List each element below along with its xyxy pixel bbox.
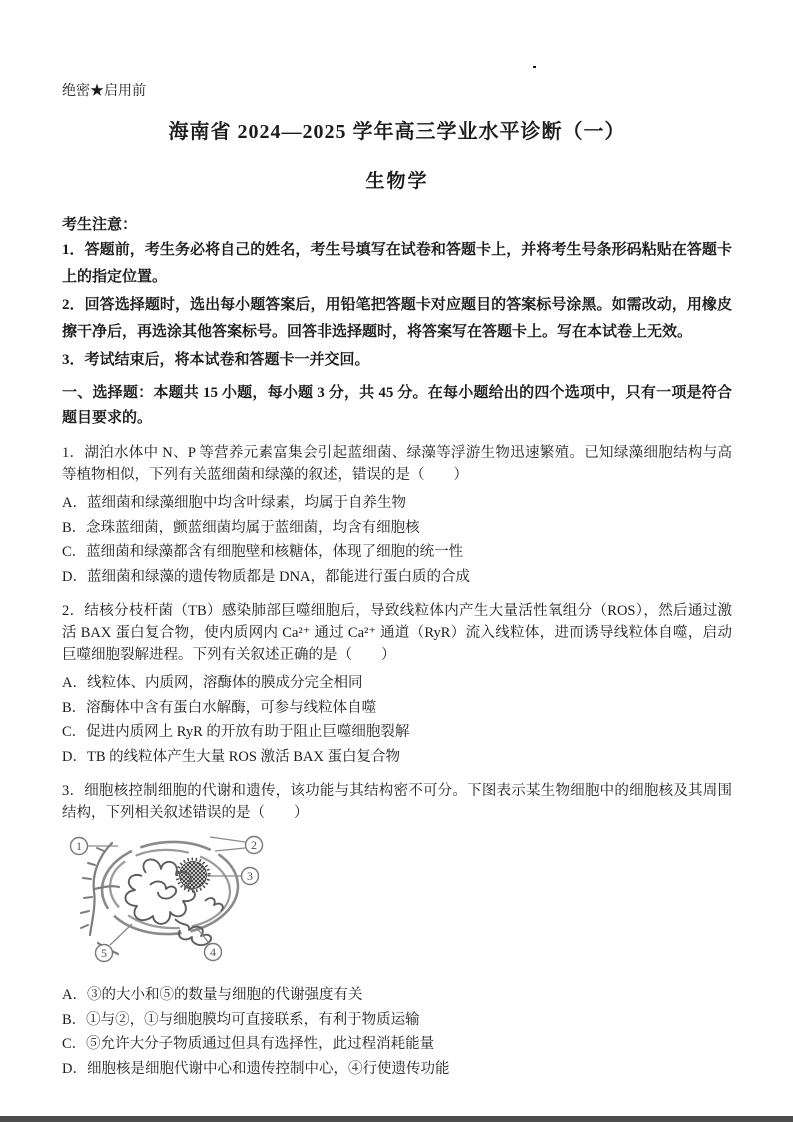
question-3-stem: 3．细胞核控制细胞的代谢和遗传，该功能与其结构密不可分。下图表示某生物细胞中的细胞核及其周围结构，下列相关叙述错误的是（ ） [62, 783, 732, 821]
figure-label-circled-3 [242, 868, 259, 885]
stray-ink-dot [533, 66, 536, 68]
nucleolus [177, 859, 209, 891]
svg-text:4: 4 [210, 945, 216, 959]
figure-label-circled-4 [205, 944, 222, 961]
question-1-option-a: A．蓝细菌和绿藻细胞中均含叶绿素，均属于自养生物 [62, 495, 406, 511]
cell-nucleus-diagram [62, 831, 312, 967]
page-title: 海南省 2024—2025 学年高三学业水平诊断（一） [168, 121, 626, 143]
question-1-option-b: B．念珠蓝细菌，颤蓝细菌均属于蓝细菌，均含有细胞核 [62, 519, 420, 536]
question-1-options [62, 491, 732, 589]
question-3-option-a: A．③的大小和⑤的数量与细胞的代谢强度有关 [62, 987, 363, 1003]
question-3-option-d: D．细胞核是细胞代谢中心和遗传控制中心，④行使遗传功能 [62, 1060, 450, 1077]
figure-label-circled-2 [246, 837, 263, 854]
notice-item-1: 1．答题前，考生务必将自己的姓名，考生号填写在试卷和答题卡上，并将考生号条形码粘贴在答题卡上的指定位置。 [62, 242, 732, 285]
page-bottom-edge-bar [0, 1116, 793, 1122]
question-2-option-b: B．溶酶体中含有蛋白水解酶，可参与线粒体自噬 [62, 699, 377, 716]
notice-heading: 考生注意： [62, 217, 138, 233]
nuclear-envelope [100, 839, 241, 938]
candidate-notice [62, 214, 732, 374]
svg-text:3: 3 [247, 869, 253, 883]
question-2-stem: 2．结核分枝杆菌（TB）感染肺部巨噬细胞后，导致线粒体内产生大量活性氧组分（ROS），然后通过激活 BAX 蛋白复合物，使内质网内 Ca²⁺ 通过 Ca²⁺ 通道（RyR）流入线粒体，进而诱导线粒体自噬，启动巨噬细胞裂解进程。下列有关叙述正确的是（ ） [62, 603, 732, 663]
figure-label-circled-5 [96, 945, 113, 962]
question-3-option-c: C．⑤允许大分子物质通过但具有选择性，此过程消耗能量 [62, 1036, 435, 1052]
figure-label-circled-1 [71, 838, 88, 855]
question-3-option-b: B．①与②，①与细胞膜均可直接联系，有利于物质运输 [62, 1011, 420, 1028]
question-2-option-c: C．促进内质网上 RyR 的开放有助于阻止巨噬细胞裂解 [62, 724, 410, 740]
question-2 [62, 600, 732, 769]
question-1-stem: 1．湖泊水体中 N、P 等营养元素富集会引起蓝细菌、绿藻等浮游生物迅速繁殖。已知绿藻细胞结构与高等植物相似，下列有关蓝细菌和绿藻的叙述，错误的是（ ） [62, 445, 732, 483]
cell-nucleus-figure [62, 831, 732, 972]
notice-item-3: 3．考试结束后，将本试卷和答题卡一并交回。 [62, 352, 370, 368]
question-1 [62, 442, 732, 589]
chromatin [125, 859, 222, 945]
svg-text:5: 5 [101, 946, 107, 960]
question-3 [62, 780, 732, 1081]
question-2-options [62, 671, 732, 769]
svg-text:1: 1 [76, 839, 82, 853]
subject-title: 生物学 [365, 171, 429, 192]
svg-text:2: 2 [251, 838, 257, 852]
security-label: 绝密★启用前 [62, 84, 146, 99]
question-2-option-d: D．TB 的线粒体产生大量 ROS 激活 BAX 蛋白复合物 [62, 748, 400, 765]
question-3-options [62, 983, 732, 1081]
question-1-option-c: C．蓝细菌和绿藻都含有细胞壁和核糖体，体现了细胞的统一性 [62, 544, 464, 560]
section-heading-choice: 一、选择题：本题共 15 小题，每小题 3 分，共 45 分。在每小题给出的四个选项中，只有一项是符合题目要求的。 [62, 385, 732, 426]
question-1-option-d: D．蓝细菌和绿藻的遗传物质都是 DNA，都能进行蛋白质的合成 [62, 568, 471, 585]
notice-item-2: 2．回答选择题时，选出每小题答案后，用铅笔把答题卡对应题目的答案标号涂黑。如需改动，用橡皮擦干净后，再选涂其他答案标号。回答非选择题时，将答案写在答题卡上。写在本试卷上无效。 [62, 297, 732, 340]
question-2-option-a: A．线粒体、内质网，溶酶体的膜成分完全相同 [62, 675, 363, 691]
